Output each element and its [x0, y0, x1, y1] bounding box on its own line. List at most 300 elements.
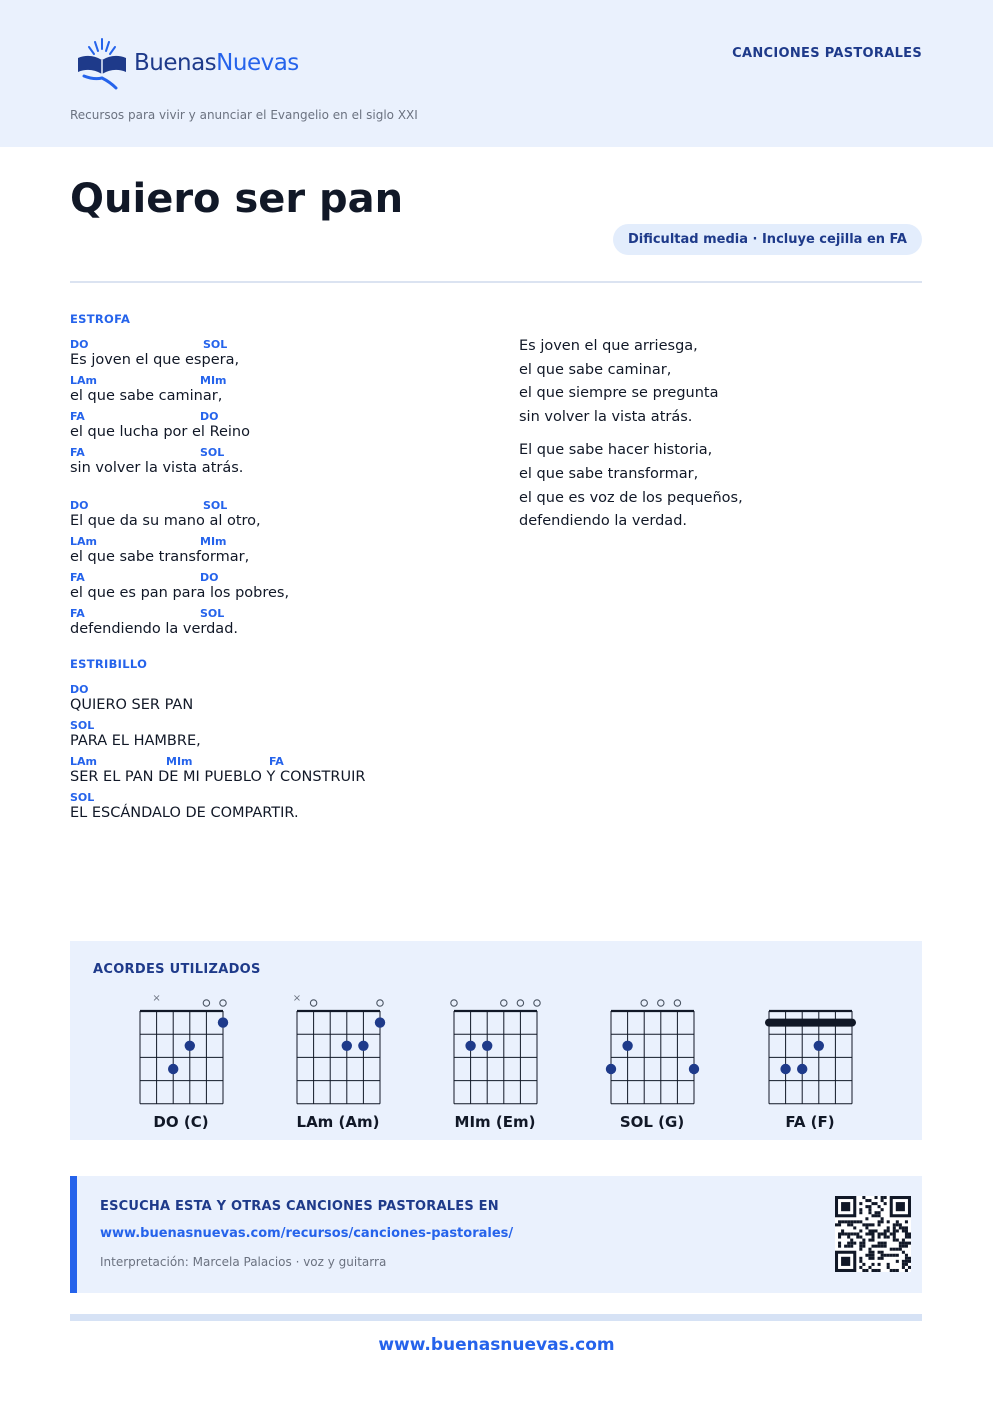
qr-finder — [841, 1202, 850, 1211]
chord-name: DO (C) — [153, 1113, 209, 1131]
qr-module — [871, 1251, 874, 1254]
chord-label: MIm — [166, 755, 193, 768]
qr-module — [908, 1242, 911, 1245]
qr-module — [862, 1263, 865, 1266]
qr-module — [875, 1229, 878, 1232]
qr-code-icon[interactable] — [835, 1196, 911, 1272]
chord-diagram — [278, 991, 398, 1131]
lyric-text: defendiendo la verdad. — [519, 513, 688, 530]
lyric-line — [70, 719, 490, 755]
qr-module — [893, 1223, 896, 1226]
qr-module — [838, 1223, 841, 1226]
qr-module — [871, 1257, 874, 1260]
section-label-chorus: ESTRIBILLO — [70, 657, 148, 671]
lyric-line — [70, 683, 490, 719]
chord-label: LAm — [70, 374, 97, 387]
song-title: Quiero ser pan — [70, 176, 404, 222]
qr-module — [881, 1254, 884, 1257]
qr-module — [850, 1239, 853, 1242]
qr-module — [868, 1239, 871, 1242]
qr-module — [902, 1229, 905, 1232]
qr-module — [835, 1223, 838, 1226]
qr-module — [844, 1220, 847, 1223]
qr-module — [887, 1226, 890, 1229]
qr-module — [908, 1260, 911, 1263]
lyrics-plain — [519, 335, 743, 544]
chord-label: SOL — [200, 446, 225, 459]
chord-fretboard — [278, 991, 398, 1107]
qr-module — [884, 1196, 887, 1199]
lyric-line — [70, 374, 490, 410]
lyric-text: QUIERO SER PAN — [70, 697, 194, 713]
qr-finder — [841, 1257, 850, 1266]
qr-module — [905, 1260, 908, 1263]
qr-module — [850, 1220, 853, 1223]
qr-module — [850, 1242, 853, 1245]
qr-module — [875, 1202, 878, 1205]
performer-credit: Interpretación: Marcela Palacios · voz y guitarra — [100, 1255, 387, 1269]
qr-module — [887, 1263, 890, 1266]
qr-module — [890, 1232, 893, 1235]
chord-label: SOL — [70, 791, 95, 804]
chord-label: MIm — [200, 374, 227, 387]
qr-module — [853, 1220, 856, 1223]
chord-diagram — [592, 991, 712, 1131]
qr-module — [868, 1205, 871, 1208]
qr-module — [896, 1220, 899, 1223]
qr-module — [902, 1251, 905, 1254]
qr-module — [871, 1232, 874, 1235]
qr-module — [881, 1257, 884, 1260]
qr-module — [859, 1202, 862, 1205]
qr-module — [893, 1226, 896, 1229]
qr-module — [884, 1202, 887, 1205]
qr-module — [868, 1208, 871, 1211]
chord-label: SOL — [200, 607, 225, 620]
chord-label: DO — [70, 338, 89, 351]
qr-module — [878, 1269, 881, 1272]
qr-module — [881, 1242, 884, 1245]
lyric-line — [70, 535, 490, 571]
qr-module — [871, 1269, 874, 1272]
category-label: CANCIONES PASTORALES — [732, 46, 922, 61]
qr-module — [875, 1211, 878, 1214]
open-string-marker — [534, 1000, 540, 1006]
difficulty-badge: Dificultad media · Incluye cejilla en FA — [613, 224, 922, 255]
qr-module — [875, 1214, 878, 1217]
qr-module — [878, 1251, 881, 1254]
lyric-text: sin volver la vista atrás. — [519, 408, 693, 425]
lyric-line — [70, 755, 490, 791]
chord-label: SOL — [70, 719, 95, 732]
qr-module — [859, 1220, 862, 1223]
chord-label: FA — [269, 755, 284, 768]
qr-module — [908, 1232, 911, 1235]
lyric-line — [70, 607, 490, 643]
chord-diagram — [435, 991, 555, 1131]
qr-module — [905, 1263, 908, 1266]
qr-module — [887, 1266, 890, 1269]
qr-module — [896, 1248, 899, 1251]
qr-module — [905, 1229, 908, 1232]
footer-divider — [70, 1314, 922, 1321]
qr-module — [850, 1232, 853, 1235]
qr-module — [908, 1236, 911, 1239]
lyric-text: EL ESCÁNDALO DE COMPARTIR. — [70, 805, 299, 821]
stanza — [519, 335, 743, 429]
open-string-marker — [220, 1000, 226, 1006]
finger-dot — [482, 1041, 492, 1051]
qr-module — [893, 1269, 896, 1272]
qr-module — [905, 1220, 908, 1223]
qr-module — [850, 1245, 853, 1248]
lyric-text: Es joven el que arriesga, — [519, 338, 698, 354]
chord-label: SOL — [203, 338, 228, 351]
chords-panel — [70, 941, 922, 1140]
qr-module — [884, 1232, 887, 1235]
qr-module — [844, 1245, 847, 1248]
qr-module — [890, 1269, 893, 1272]
lyric-line — [70, 499, 490, 535]
qr-module — [878, 1220, 881, 1223]
qr-module — [905, 1226, 908, 1229]
qr-module — [902, 1242, 905, 1245]
qr-module — [881, 1232, 884, 1235]
qr-module — [871, 1239, 874, 1242]
brand-name — [134, 50, 299, 76]
qr-module — [899, 1245, 902, 1248]
qr-module — [884, 1236, 887, 1239]
qr-module — [865, 1269, 868, 1272]
qr-module — [896, 1260, 899, 1263]
qr-module — [881, 1217, 884, 1220]
qr-module — [893, 1232, 896, 1235]
qr-module — [859, 1208, 862, 1211]
qr-module — [859, 1229, 862, 1232]
qr-module — [859, 1266, 862, 1269]
qr-module — [841, 1232, 844, 1235]
qr-module — [865, 1217, 868, 1220]
qr-module — [902, 1239, 905, 1242]
qr-module — [871, 1254, 874, 1257]
finger-dot — [218, 1017, 228, 1027]
qr-module — [881, 1245, 884, 1248]
qr-module — [890, 1254, 893, 1257]
qr-module — [871, 1245, 874, 1248]
chord-diagram — [750, 991, 870, 1131]
finger-dot — [780, 1064, 790, 1074]
qr-module — [878, 1205, 881, 1208]
qr-module — [902, 1260, 905, 1263]
chord-fretboard — [435, 991, 555, 1107]
chord-name: MIm (Em) — [454, 1113, 536, 1131]
qr-module — [847, 1223, 850, 1226]
chord-label: FA — [70, 410, 85, 423]
lyric-line — [70, 571, 490, 607]
accent-bar — [70, 1176, 77, 1293]
qr-module — [878, 1214, 881, 1217]
qr-module — [905, 1242, 908, 1245]
open-book-icon — [76, 36, 128, 90]
finger-dot — [606, 1064, 616, 1074]
qr-module — [887, 1236, 890, 1239]
qr-module — [865, 1199, 868, 1202]
chord-label: FA — [70, 446, 85, 459]
qr-module — [902, 1263, 905, 1266]
lyric-text: SER EL PAN DE MI PUEBLO Y CONSTRUIR — [70, 769, 366, 785]
qr-module — [881, 1220, 884, 1223]
qr-module — [862, 1245, 865, 1248]
lyric-text: PARA EL HAMBRE, — [70, 733, 201, 749]
finger-dot — [622, 1041, 632, 1051]
open-string-marker — [203, 1000, 209, 1006]
chord-name: LAm (Am) — [296, 1113, 380, 1131]
qr-module — [847, 1232, 850, 1235]
open-string-marker — [310, 1000, 316, 1006]
qr-module — [853, 1226, 856, 1229]
qr-module — [881, 1208, 884, 1211]
stanza — [519, 439, 743, 533]
qr-module — [868, 1257, 871, 1260]
lyrics-with-chords — [70, 312, 490, 827]
qr-module — [905, 1269, 908, 1272]
qr-module — [890, 1248, 893, 1251]
qr-module — [862, 1242, 865, 1245]
brand-name-part1: Buenas — [134, 50, 217, 76]
qr-module — [896, 1239, 899, 1242]
lyric-text: El que sabe hacer historia, — [519, 442, 713, 459]
open-string-marker — [641, 1000, 647, 1006]
qr-module — [881, 1199, 884, 1202]
qr-module — [862, 1196, 865, 1199]
qr-module — [878, 1223, 881, 1226]
qr-module — [893, 1248, 896, 1251]
finger-dot — [358, 1041, 368, 1051]
qr-module — [884, 1242, 887, 1245]
qr-module — [905, 1245, 908, 1248]
qr-module — [902, 1226, 905, 1229]
qr-module — [871, 1223, 874, 1226]
chord-name: SOL (G) — [619, 1113, 685, 1131]
finger-dot — [342, 1041, 352, 1051]
section-label-verse: ESTROFA — [70, 312, 131, 326]
qr-module — [853, 1242, 856, 1245]
chord-label: DO — [70, 499, 89, 512]
qr-module — [896, 1269, 899, 1272]
qr-module — [878, 1263, 881, 1266]
qr-module — [884, 1245, 887, 1248]
chord-label: FA — [70, 607, 85, 620]
qr-module — [859, 1245, 862, 1248]
brand-name-part2: Nuevas — [216, 50, 299, 76]
qr-module — [847, 1220, 850, 1223]
chord-fretboard — [121, 991, 241, 1107]
finger-dot — [465, 1041, 475, 1051]
qr-module — [862, 1239, 865, 1242]
qr-module — [871, 1214, 874, 1217]
qr-module — [905, 1236, 908, 1239]
qr-module — [884, 1229, 887, 1232]
qr-module — [908, 1257, 911, 1260]
qr-module — [875, 1245, 878, 1248]
lyric-text: el que sabe caminar, — [70, 388, 223, 404]
lyric-text: el que lucha por el Reino — [70, 424, 250, 440]
qr-module — [847, 1242, 850, 1245]
qr-module — [862, 1223, 865, 1226]
qr-module — [868, 1199, 871, 1202]
qr-module — [868, 1254, 871, 1257]
qr-module — [902, 1266, 905, 1269]
page-header — [0, 0, 993, 147]
qr-module — [896, 1229, 899, 1232]
open-string-marker — [517, 1000, 523, 1006]
qr-module — [893, 1229, 896, 1232]
qr-module — [868, 1248, 871, 1251]
qr-module — [878, 1236, 881, 1239]
open-string-marker — [674, 1000, 680, 1006]
finger-dot — [814, 1041, 824, 1051]
finger-dot — [375, 1017, 385, 1027]
qr-module — [899, 1223, 902, 1226]
chord-name: FA (F) — [785, 1113, 835, 1131]
chord-label: DO — [200, 571, 219, 584]
chord-label: DO — [70, 683, 89, 696]
qr-module — [871, 1236, 874, 1239]
footer-link[interactable]: www.buenasnuevas.com — [378, 1335, 615, 1355]
qr-module — [893, 1239, 896, 1242]
qr-module — [893, 1254, 896, 1257]
qr-module — [856, 1220, 859, 1223]
lyric-text: defendiendo la verdad. — [70, 621, 239, 637]
qr-module — [878, 1257, 881, 1260]
listen-banner — [70, 1176, 922, 1293]
lyric-text: el que sabe transformar, — [70, 549, 250, 565]
qr-module — [868, 1232, 871, 1235]
qr-module — [899, 1242, 902, 1245]
lyric-text: el que es voz de los pequeños, — [519, 489, 743, 506]
qr-module — [905, 1254, 908, 1257]
divider — [70, 281, 922, 283]
qr-module — [841, 1229, 844, 1232]
qr-module — [865, 1205, 868, 1208]
qr-module — [868, 1211, 871, 1214]
qr-module — [859, 1242, 862, 1245]
open-string-marker — [658, 1000, 664, 1006]
qr-module — [859, 1257, 862, 1260]
brand-logo[interactable] — [76, 36, 299, 90]
qr-module — [868, 1229, 871, 1232]
qr-module — [859, 1236, 862, 1239]
lyric-line — [70, 338, 490, 374]
qr-module — [868, 1251, 871, 1254]
qr-module — [875, 1196, 878, 1199]
qr-module — [838, 1236, 841, 1239]
qr-module — [908, 1266, 911, 1269]
qr-module — [853, 1232, 856, 1235]
chord-label: DO — [200, 410, 219, 423]
chords-panel-title: ACORDES UTILIZADOS — [93, 962, 261, 977]
open-string-marker — [501, 1000, 507, 1006]
qr-module — [896, 1223, 899, 1226]
qr-module — [871, 1202, 874, 1205]
qr-module — [838, 1245, 841, 1248]
chord-diagram — [121, 991, 241, 1131]
qr-module — [859, 1211, 862, 1214]
qr-module — [865, 1232, 868, 1235]
qr-module — [884, 1254, 887, 1257]
lyric-text: el que siempre se pregunta — [519, 385, 719, 402]
qr-module — [868, 1223, 871, 1226]
lyric-line — [70, 446, 490, 482]
lyric-line — [70, 410, 490, 446]
chord-fretboard — [592, 991, 712, 1107]
qr-module — [847, 1245, 850, 1248]
qr-module — [856, 1236, 859, 1239]
open-string-marker — [451, 1000, 457, 1006]
qr-module — [899, 1248, 902, 1251]
qr-module — [868, 1266, 871, 1269]
listen-link[interactable]: www.buenasnuevas.com/recursos/canciones-pastorales/ — [100, 1226, 514, 1241]
finger-dot — [797, 1064, 807, 1074]
qr-module — [844, 1232, 847, 1235]
finger-dot — [185, 1041, 195, 1051]
barre-bar — [765, 1019, 856, 1027]
lyric-text: el que sabe caminar, — [519, 361, 672, 378]
qr-module — [865, 1226, 868, 1229]
lyric-text: el que sabe transformar, — [519, 465, 699, 482]
open-string-marker — [377, 1000, 383, 1006]
qr-finder — [896, 1202, 905, 1211]
qr-module — [847, 1236, 850, 1239]
chord-label: SOL — [203, 499, 228, 512]
chord-label: LAm — [70, 535, 97, 548]
qr-module — [838, 1232, 841, 1235]
qr-module — [875, 1269, 878, 1272]
lyric-text: sin volver la vista atrás. — [70, 460, 244, 476]
lyric-text: Es joven el que espera, — [70, 352, 240, 368]
lyric-text: el que es pan para los pobres, — [70, 585, 290, 601]
qr-module — [871, 1263, 874, 1266]
qr-module — [896, 1254, 899, 1257]
qr-module — [865, 1223, 868, 1226]
qr-module — [859, 1248, 862, 1251]
qr-module — [838, 1242, 841, 1245]
lyric-line — [70, 791, 490, 827]
qr-module — [859, 1260, 862, 1263]
qr-module — [862, 1269, 865, 1272]
chord-label: FA — [70, 571, 85, 584]
listen-title: ESCUCHA ESTA Y OTRAS CANCIONES PASTORALES EN — [100, 1199, 499, 1214]
finger-dot — [689, 1064, 699, 1074]
qr-module — [838, 1220, 841, 1223]
qr-module — [887, 1220, 890, 1223]
qr-module — [881, 1196, 884, 1199]
qr-module — [905, 1257, 908, 1260]
chord-fretboard — [750, 991, 870, 1107]
qr-module — [878, 1245, 881, 1248]
qr-module — [856, 1232, 859, 1235]
qr-module — [899, 1226, 902, 1229]
qr-module — [841, 1220, 844, 1223]
qr-module — [865, 1254, 868, 1257]
qr-module — [878, 1211, 881, 1214]
qr-module — [878, 1242, 881, 1245]
qr-module — [871, 1229, 874, 1232]
muted-string-marker: × — [152, 993, 161, 1004]
qr-module — [850, 1223, 853, 1226]
qr-module — [887, 1254, 890, 1257]
chord-label: MIm — [200, 535, 227, 548]
